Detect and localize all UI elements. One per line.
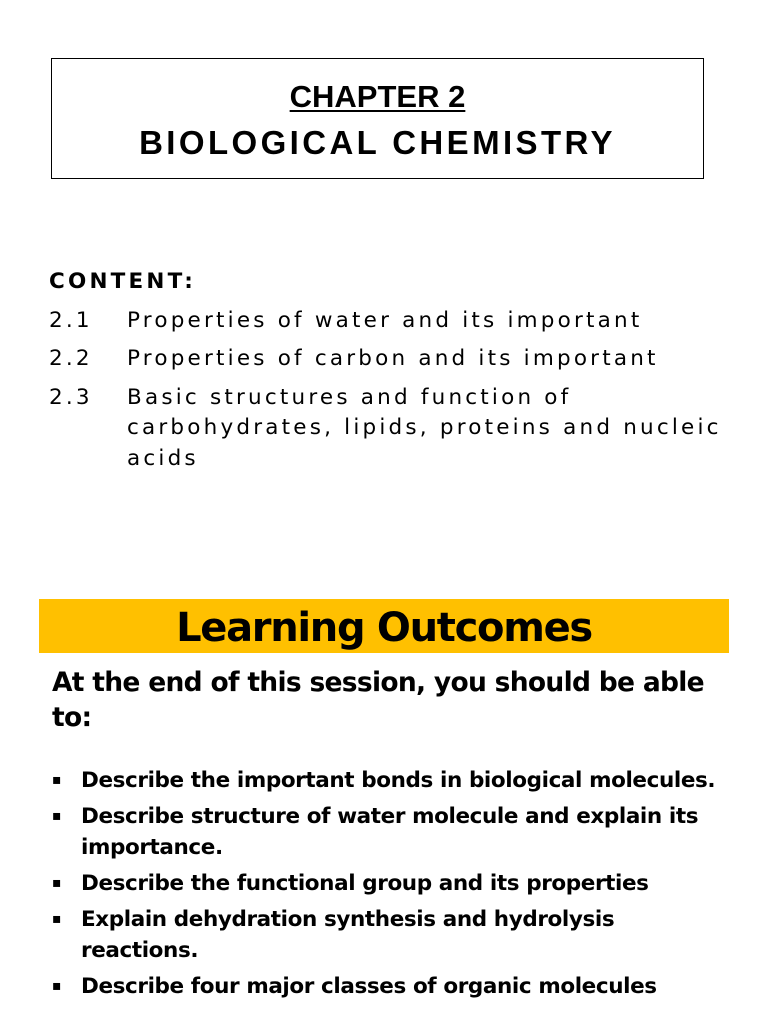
chapter-title: BIOLOGICAL CHEMISTRY: [139, 124, 616, 161]
square-bullet-icon: ▪: [52, 875, 62, 891]
square-bullet-icon: ▪: [52, 911, 62, 927]
chapter-title-box: [51, 58, 704, 179]
list-item: [52, 801, 732, 863]
chapter-number: CHAPTER 2: [289, 79, 466, 114]
list-item-text: Describe structure of water molecule and explain its importance.: [81, 804, 699, 860]
learning-outcomes-intro: At the end of this session, you should be able to:: [52, 667, 704, 733]
square-bullet-icon: ▪: [52, 978, 62, 994]
content-item-number: 2.1: [49, 307, 93, 333]
learning-outcomes-list: [52, 765, 732, 1007]
list-item: [52, 971, 732, 1002]
content-item-number: 2.3: [49, 384, 93, 410]
list-item: [52, 868, 732, 899]
content-item-text: Basic structures and function of carbohydrates, lipids, proteins and nucleic acids: [127, 384, 722, 471]
square-bullet-icon: ▪: [52, 772, 62, 788]
content-section: [49, 267, 749, 482]
learning-outcomes-banner: [39, 599, 729, 653]
list-item-text: Explain dehydration synthesis and hydrolysis reactions.: [81, 907, 615, 963]
content-item: [49, 344, 749, 375]
content-item: [49, 383, 749, 475]
learning-outcomes-title: Learning Outcomes: [176, 605, 592, 651]
square-bullet-icon: ▪: [52, 808, 62, 824]
list-item-text: Describe four major classes of organic molecules: [81, 974, 657, 999]
content-item-text: Properties of water and its important: [127, 307, 643, 333]
list-item: [52, 765, 732, 796]
list-item: [52, 904, 732, 966]
list-item-text: Describe the important bonds in biological molecules.: [81, 768, 716, 793]
content-heading: CONTENT:: [49, 269, 197, 294]
list-item-text: Describe the functional group and its properties: [81, 871, 649, 896]
content-item: [49, 306, 749, 337]
content-item-number: 2.2: [49, 346, 93, 371]
content-item-text: Properties of carbon and its important: [127, 346, 659, 371]
